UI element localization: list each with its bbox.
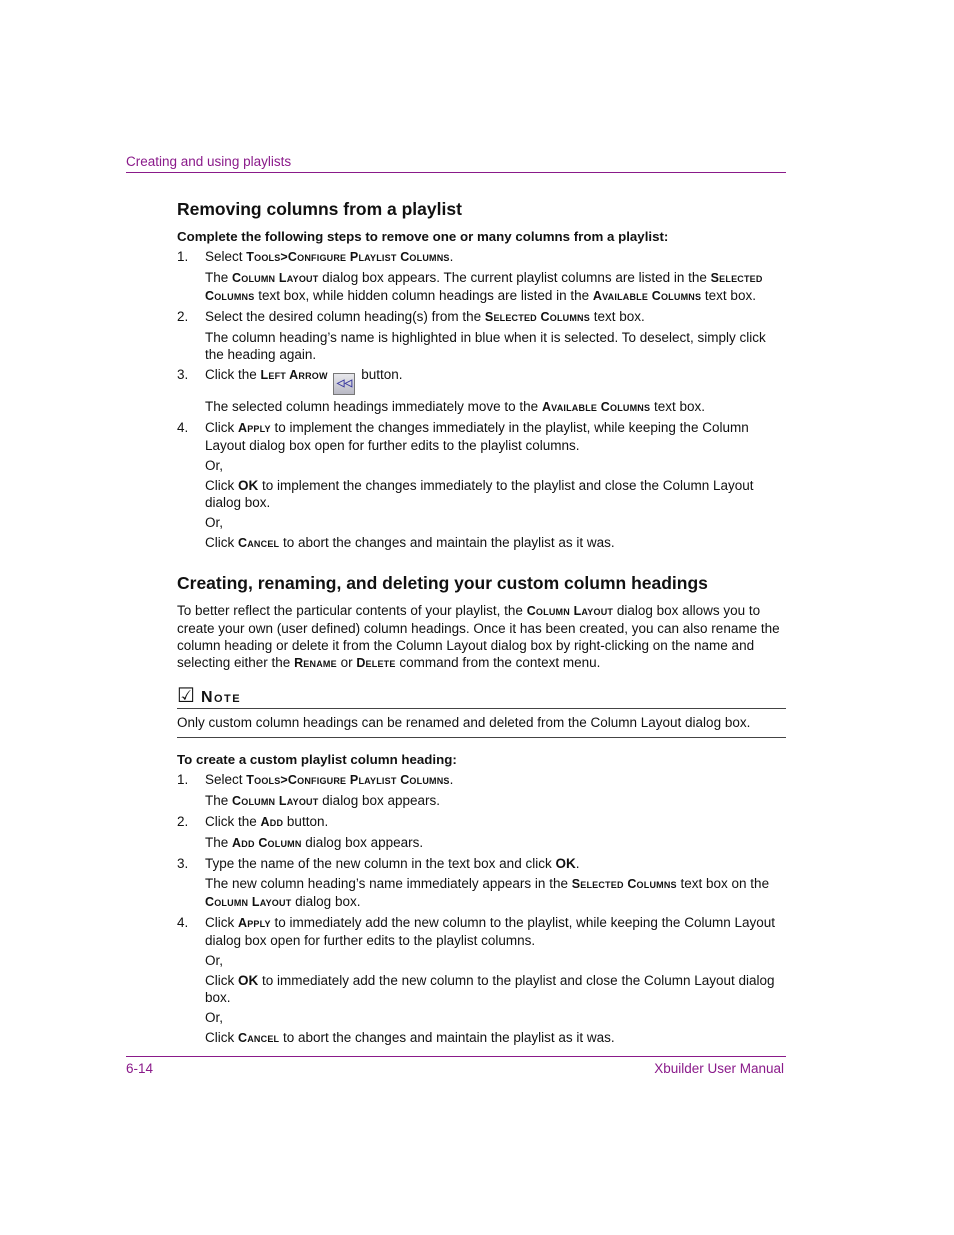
section-intro: Complete the following steps to remove one or many columns from a playlist: [177,229,669,244]
step-number: 3. [177,367,189,382]
step-result: The Column Layout dialog box appears. [205,793,441,808]
checkbox-icon: ☑ [177,685,195,707]
page-content [177,198,786,1047]
step-result: The column heading’s name is highlighted in blue when it is selected. To deselect, simply click the heading again. [205,330,766,362]
header-rule [126,172,786,173]
step-result: The Add Column dialog box appears. [205,835,424,850]
or-separator: Or, [205,1010,224,1025]
running-header: Creating and using playlists [126,154,292,169]
step-number: 3. [177,856,189,871]
step-2: 2. Click the Add button. The Add Column dialog box appears. [177,813,786,852]
menu-command: Tools>Configure Playlist Columns [246,250,450,264]
ok-option: Click OK to immediately add the new column to the playlist and close the Column Layout dialog box. [205,973,775,1005]
step-number: 4. [177,915,189,930]
section-title-removing-columns: Removing columns from a playlist [177,199,462,219]
section-title-custom-headings: Creating, renaming, and deleting your custom column headings [177,573,708,593]
page-number: 6-14 [126,1061,154,1076]
or-separator: Or, [205,458,224,473]
step-number: 1. [177,249,189,264]
step-1: 1. Select Tools>Configure Playlist Columns. The Column Layout dialog box appears. The current playlist columns are listed in the Selected Columns text box, while hidden column headings are listed in the Available Columns text box. [177,248,786,305]
footer-rule [126,1056,786,1057]
note-text: Only custom column headings can be renamed and deleted from the Column Layout dialog box. [177,709,786,738]
step-2: 2. Select the desired column heading(s) from the Selected Columns text box. The column heading’s name is highlighted in blue when it is selected. To deselect, simply click the heading again. [177,308,786,363]
step-number: 2. [177,814,189,829]
step-1: 1. Select Tools>Configure Playlist Columns. The Column Layout dialog box appears. [177,771,786,810]
step-number: 4. [177,420,189,435]
menu-command: Tools>Configure Playlist Columns [246,773,450,787]
step-result: The selected column headings immediately move to the Available Columns text box. [205,399,705,414]
step-3: 3. Click the Left Arrow ◁◁ button. The selected column headings immediately move to the Available Columns text box. [177,366,786,416]
left-arrow-icon: ◁◁ [333,373,355,395]
step-result: The new column heading’s name immediately appears in the Selected Columns text box on the Column Layout dialog box. [205,876,770,909]
section-paragraph: To better reflect the particular contents of your playlist, the Column Layout dialog box allows you to create your own (user defined) column headings. Once it has been created, you can also rename the column heading or delete it from the Column Layout dialog box by right-clicking on the name and selecting either the Rename or Delete command from the context menu. [177,603,780,670]
step-4: 4. Click Apply to implement the changes immediately in the playlist, while keeping the Column Layout dialog box open for further edits to the playlist columns. Or, Click OK to implement the changes immediately to the playlist and close the Column Layout dialog box. Or, Click Cancel to abort the changes and maintain the playlist as it was. [177,419,786,552]
cancel-option: Click Cancel to abort the changes and maintain the playlist as it was. [205,535,615,550]
note-label: Note [200,689,242,706]
removal-steps [177,248,786,552]
step-number: 2. [177,309,189,324]
step-number: 1. [177,772,189,787]
step-result: The Column Layout dialog box appears. The current playlist columns are listed in the Selected Columns text box, while hidden column headings are listed in the Available Columns text box. [205,270,763,303]
note-header [177,686,786,709]
ok-option: Click OK to implement the changes immediately to the playlist and close the Column Layout dialog box. [205,478,754,510]
step-4: 4. Click Apply to immediately add the new column to the playlist, while keeping the Column Layout dialog box open for further edits to the playlist columns. Or, Click OK to immediately add the new column to the playlist and close the Column Layout dialog box. Or, Click Cancel to abort the changes and maintain the playlist as it was. [177,914,786,1047]
procedure-title: To create a custom playlist column heading: [177,752,457,767]
or-separator: Or, [205,953,224,968]
or-separator: Or, [205,515,224,530]
create-steps [177,771,786,1047]
manual-title: Xbuilder User Manual [654,1061,784,1076]
cancel-option: Click Cancel to abort the changes and maintain the playlist as it was. [205,1030,615,1045]
step-3: 3. Type the name of the new column in the text box and click OK. The new column heading’s name immediately appears in the Selected Columns text box on the Column Layout dialog box. [177,855,786,911]
